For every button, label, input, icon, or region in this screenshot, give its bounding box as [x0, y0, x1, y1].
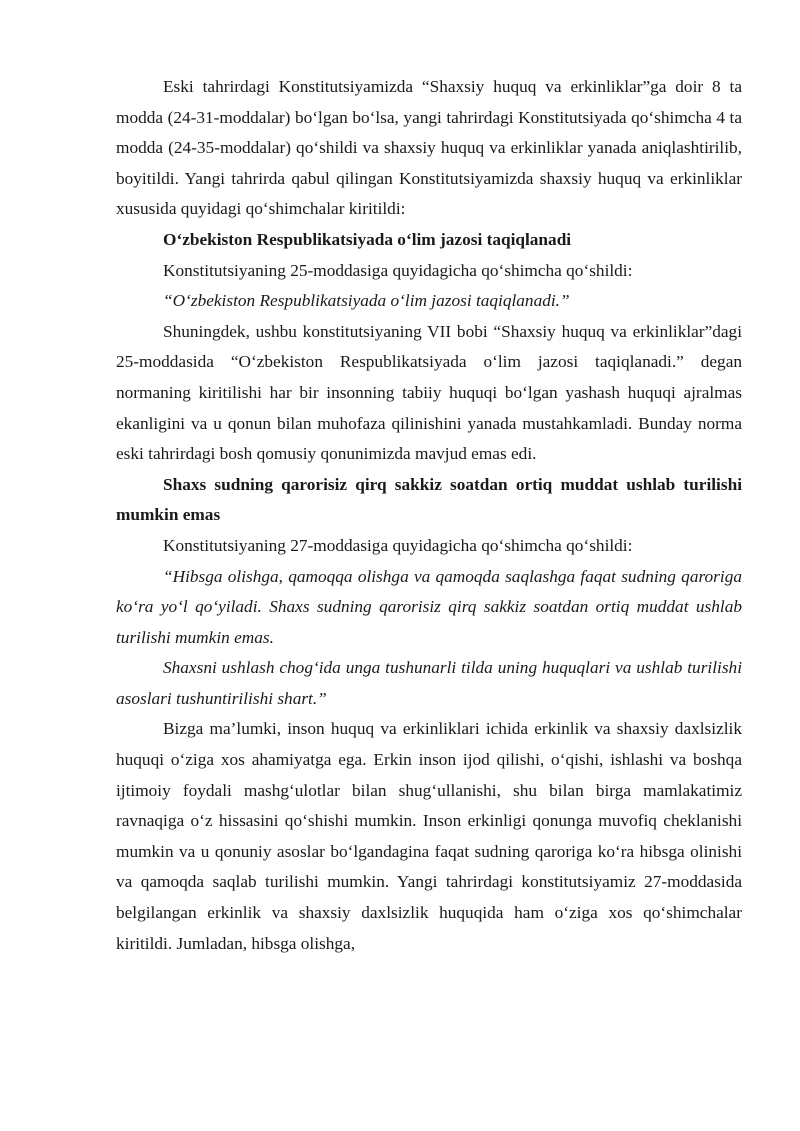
document-body: [116, 72, 742, 959]
paragraph-freedom-inviolability: Bizga ma’lumki, inson huquq va erkinliklari ichida erkinlik va shaxsiy daxlsizlik huquqi o‘ziga xos ahamiyatga ega. Erkin inson ijod qilishi, o‘qishi, ishlashi va boshqa ijtimoiy foydali mashg‘ulotlar bilan shug‘ullanishi, shu bilan birga mamlakatimiz ravnaqiga o‘z hissasini qo‘shishi mumkin. Inson erkinligi qonunga muvofiq cheklanishi mumkin va u qonuniy asoslar bo‘lgandagina faqat sudning qaroriga ko‘ra hibsga olinishi va qamoqda saqlab turilishi mumkin. Yangi tahrirdagi konstitutsiyamiz 27-moddasida belgilangan erkinlik va shaxsiy daxlsizlik huquqida ham o‘ziga xos qo‘shimchalar kiritildi. Jumladan, hibsga olishga,: [116, 719, 742, 953]
paragraph-article-27-intro: Konstitutsiyaning 27-moddasiga quyidagicha qo‘shimcha qo‘shildi:: [163, 535, 633, 555]
heading-detention-48-hours: Shaxs sudning qarorisiz qirq sakkiz soatdan ortiq muddat ushlab turilishi mumkin emas: [116, 474, 742, 525]
paragraph-chapter-vii: Shuningdek, ushbu konstitutsiyaning VII bobi “Shaxsiy huquq va erkinliklar”dagi 25-moddasida “O‘zbekiston Respublikatsiyada o‘lim jazosi taqiqlanadi.” degan normaning kiritilishi har bir insonning tabiiy huquqi bo‘lgan yashash huquqi ajralmas ekanligini va u qonun bilan muhofaza qilinishini yanada mustahkamladi. Bunday norma eski tahrirdagi bosh qomusiy qonunimizda mavjud emas edi.: [116, 321, 742, 464]
quote-article-25: “O‘zbekiston Respublikatsiyada o‘lim jazosi taqiqlanadi.”: [163, 291, 570, 311]
heading-death-penalty: O‘zbekiston Respublikatsiyada o‘lim jazosi taqiqlanadi: [163, 229, 572, 249]
paragraph-intro: Eski tahrirdagi Konstitutsiyamizda “Shaxsiy huquq va erkinliklar”ga doir 8 ta modda (24-31-moddalar) bo‘lgan bo‘lsa, yangi tahrirdagi Konstitutsiyada qo‘shimcha 4 ta modda (24-35-moddalar) qo‘shildi va shaxsiy huquq va erkinliklar yanada aniqlashtirilib, boyitildi. Yangi tahrirda qabul qilingan Konstitutsiyamizda shaxsiy huquq va erkinliklar xususida quyidagi qo‘shimchalar kiritildi:: [116, 77, 742, 219]
quote-article-27-part-1: “Hibsga olishga, qamoqqa olishga va qamoqda saqlashga faqat sudning qaroriga ko‘ra yo‘l qo‘yiladi. Shaxs sudning qarorisiz qirq sakkiz soatdan ortiq muddat ushlab turilishi mumkin emas.: [116, 566, 742, 647]
paragraph-article-25-intro: Konstitutsiyaning 25-moddasiga quyidagicha qo‘shimcha qo‘shildi:: [163, 260, 633, 280]
quote-article-27-part-2: Shaxsni ushlash chog‘ida unga tushunarli tilda uning huquqlari va ushlab turilishi asoslari tushuntirilishi shart.”: [116, 658, 742, 708]
